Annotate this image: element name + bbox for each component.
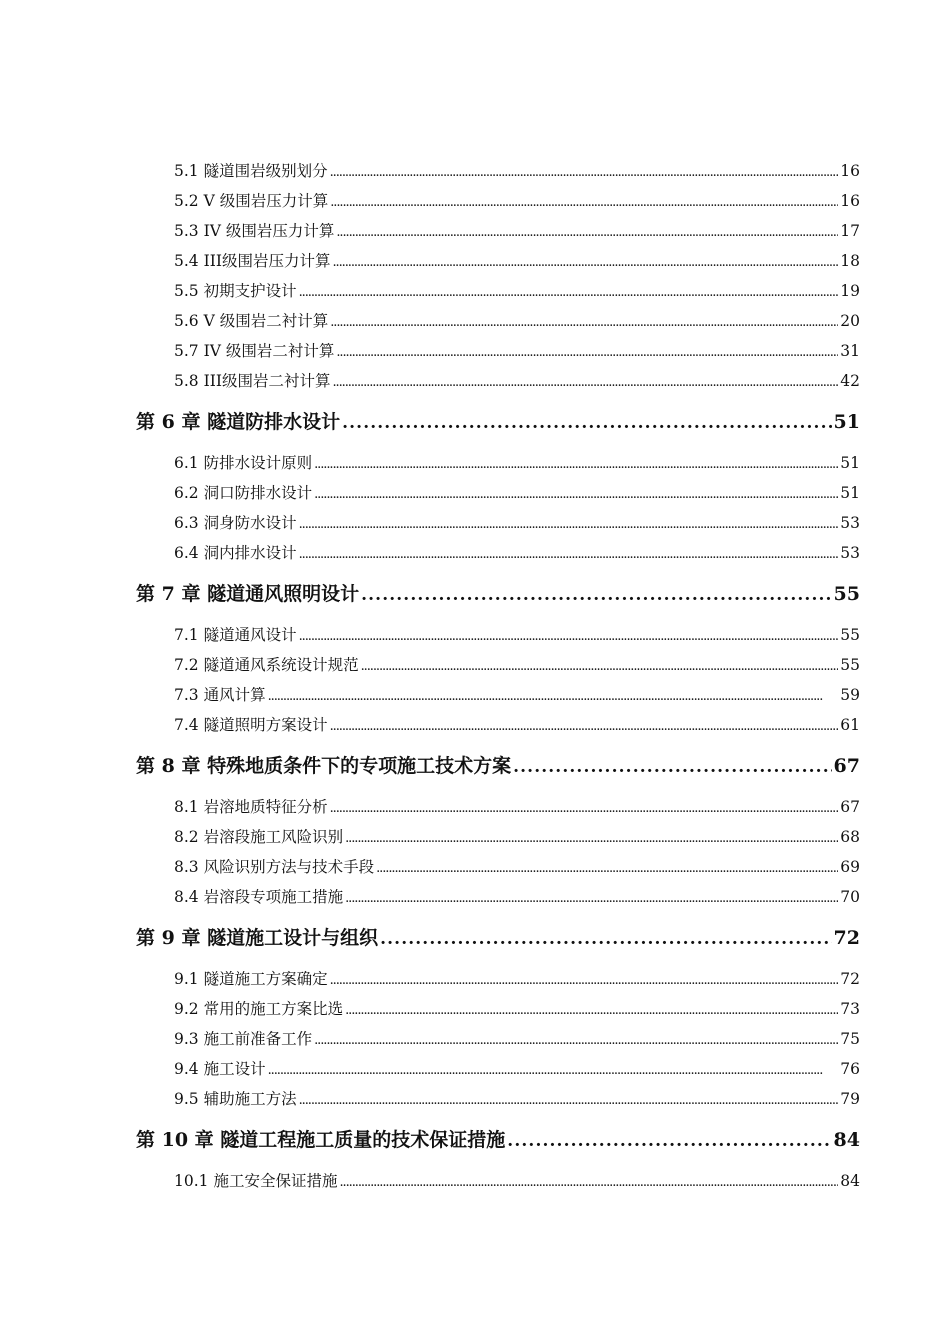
toc-entry-label: 5.2 V 级围岩压力计算 (174, 192, 329, 210)
toc-section-entry[interactable] (174, 538, 860, 568)
toc-section-entry[interactable] (174, 994, 860, 1024)
toc-entry-label: 9.5 辅助施工方法 (174, 1090, 297, 1108)
toc-section-entry[interactable] (174, 822, 860, 852)
toc-page-number: 31 (840, 342, 860, 360)
dot-leader (314, 448, 838, 480)
toc-page-number: 20 (840, 312, 860, 330)
toc-section-entry[interactable] (174, 276, 860, 306)
toc-chapter-entry[interactable] (136, 912, 860, 964)
dot-leader (330, 156, 839, 188)
toc-page-number: 59 (840, 686, 860, 704)
toc-page-number: 55 (840, 626, 860, 644)
toc-page-number: 67 (840, 798, 860, 816)
toc-section-entry[interactable] (174, 156, 860, 186)
toc-entry-label: 第 10 章 隧道工程施工质量的技术保证措施 (136, 1129, 506, 1151)
toc-entry-label: 5.3 IV 级围岩压力计算 (174, 222, 335, 240)
toc-entry-label: 10.1 施工安全保证措施 (174, 1172, 338, 1190)
dot-leader (342, 396, 831, 449)
toc-entry-label: 第 6 章 隧道防排水设计 (136, 411, 341, 433)
toc-entry-label: 7.1 隧道通风设计 (174, 626, 297, 644)
toc-entry-label: 7.4 隧道照明方案设计 (174, 716, 328, 734)
toc-entry-label: 8.3 风险识别方法与技术手段 (174, 858, 375, 876)
toc-section-entry[interactable] (174, 1084, 860, 1114)
toc-entry-label: 9.2 常用的施工方案比选 (174, 1000, 344, 1018)
toc-section-entry[interactable] (174, 650, 860, 680)
dot-leader (361, 650, 839, 682)
toc-page-number: 61 (840, 716, 860, 734)
dot-leader (513, 740, 831, 793)
toc-page-number: 42 (840, 372, 860, 390)
toc-section-entry[interactable] (174, 366, 860, 396)
dot-leader (336, 336, 838, 368)
toc-entry-label: 第 9 章 隧道施工设计与组织 (136, 927, 379, 949)
dot-leader (361, 568, 831, 621)
toc-entry-label: 5.6 V 级围岩二衬计算 (174, 312, 329, 330)
toc-section-entry[interactable] (174, 882, 860, 912)
dot-leader (380, 912, 831, 965)
toc-section-entry[interactable] (174, 792, 860, 822)
toc-page-number: 72 (833, 927, 860, 949)
toc-page-number: 69 (840, 858, 860, 876)
toc-entry-label: 6.1 防排水设计原则 (174, 454, 313, 472)
toc-entry-label: 7.2 隧道通风系统设计规范 (174, 656, 359, 674)
dot-leader (330, 792, 839, 824)
toc-section-entry[interactable] (174, 336, 860, 366)
dot-leader (336, 216, 838, 248)
toc-entry-label: 5.5 初期支护设计 (174, 282, 297, 300)
dot-leader (330, 964, 839, 996)
dot-leader (332, 246, 838, 278)
toc-page-number: 53 (840, 544, 860, 562)
toc-page-number: 55 (833, 583, 860, 605)
toc-section-entry[interactable] (174, 680, 860, 710)
toc-page-number: 79 (840, 1090, 860, 1108)
toc-entry-label: 8.1 岩溶地质特征分析 (174, 798, 328, 816)
toc-page-number: 72 (840, 970, 860, 988)
dot-leader (299, 276, 839, 308)
toc-entry-label: 5.1 隧道围岩级别划分 (174, 162, 328, 180)
toc-section-entry[interactable] (174, 964, 860, 994)
toc-page-number: 53 (840, 514, 860, 532)
dot-leader (376, 852, 838, 884)
toc-page-number: 76 (840, 1060, 860, 1078)
dot-leader (330, 710, 839, 742)
toc-page-number: 67 (833, 755, 860, 777)
toc-section-entry[interactable] (174, 852, 860, 882)
toc-section-entry[interactable] (174, 620, 860, 650)
toc-chapter-entry[interactable] (136, 396, 860, 448)
toc-section-entry[interactable] (174, 186, 860, 216)
toc-section-entry[interactable] (174, 216, 860, 246)
toc-page-number: 51 (840, 484, 860, 502)
toc-section-entry[interactable] (174, 508, 860, 538)
toc-entry-label: 5.4 III级围岩压力计算 (174, 252, 331, 270)
toc-section-entry[interactable] (174, 478, 860, 508)
toc-page-number: 17 (840, 222, 860, 240)
dot-leader (345, 822, 838, 854)
dot-leader (345, 994, 838, 1026)
toc-page-number: 75 (840, 1030, 860, 1048)
toc-page-number: 16 (840, 192, 860, 210)
toc-chapter-entry[interactable] (136, 740, 860, 792)
dot-leader (332, 366, 838, 398)
dot-leader (330, 186, 838, 218)
toc-entry-label: 8.4 岩溶段专项施工措施 (174, 888, 344, 906)
toc-entry-label: 5.7 IV 级围岩二衬计算 (174, 342, 335, 360)
toc-entry-label: 9.4 施工设计 (174, 1060, 266, 1078)
toc-page-number: 51 (840, 454, 860, 472)
toc-chapter-entry[interactable] (136, 568, 860, 620)
toc-entry-label: 6.2 洞口防排水设计 (174, 484, 313, 502)
toc-section-entry[interactable] (174, 306, 860, 336)
toc-page-number: 16 (840, 162, 860, 180)
dot-leader (345, 882, 838, 914)
table-of-contents (0, 156, 950, 1196)
toc-page-number: 84 (833, 1129, 860, 1151)
toc-section-entry[interactable] (174, 1054, 860, 1084)
toc-entry-label: 第 7 章 隧道通风照明设计 (136, 583, 360, 605)
toc-page-number: 84 (840, 1172, 860, 1190)
dot-leader (299, 620, 839, 652)
toc-page-number: 68 (840, 828, 860, 846)
dot-leader (314, 1024, 838, 1056)
toc-entry-label: 5.8 III级围岩二衬计算 (174, 372, 331, 390)
dot-leader (314, 478, 838, 510)
toc-page-number: 18 (840, 252, 860, 270)
toc-section-entry[interactable] (174, 246, 860, 276)
dot-leader (330, 306, 838, 338)
toc-page-number: 19 (840, 282, 860, 300)
toc-section-entry[interactable] (174, 448, 860, 478)
toc-page-number: 73 (840, 1000, 860, 1018)
toc-section-entry[interactable] (174, 1024, 860, 1054)
dot-leader (268, 1054, 839, 1086)
dot-leader (339, 1166, 838, 1198)
toc-section-entry[interactable] (174, 710, 860, 740)
dot-leader (299, 538, 839, 570)
toc-chapter-entry[interactable] (136, 1114, 860, 1166)
toc-entry-label: 9.3 施工前准备工作 (174, 1030, 313, 1048)
toc-entry-label: 9.1 隧道施工方案确定 (174, 970, 328, 988)
toc-entry-label: 第 8 章 特殊地质条件下的专项施工技术方案 (136, 755, 512, 777)
dot-leader (268, 680, 839, 712)
dot-leader (507, 1114, 831, 1167)
dot-leader (299, 1084, 839, 1116)
toc-page-number: 55 (840, 656, 860, 674)
toc-page-number: 70 (840, 888, 860, 906)
toc-page-number: 51 (833, 411, 860, 433)
toc-section-entry[interactable] (174, 1166, 860, 1196)
dot-leader (299, 508, 839, 540)
toc-entry-label: 8.2 岩溶段施工风险识别 (174, 828, 344, 846)
toc-entry-label: 6.4 洞内排水设计 (174, 544, 297, 562)
toc-entry-label: 6.3 洞身防水设计 (174, 514, 297, 532)
toc-entry-label: 7.3 通风计算 (174, 686, 266, 704)
